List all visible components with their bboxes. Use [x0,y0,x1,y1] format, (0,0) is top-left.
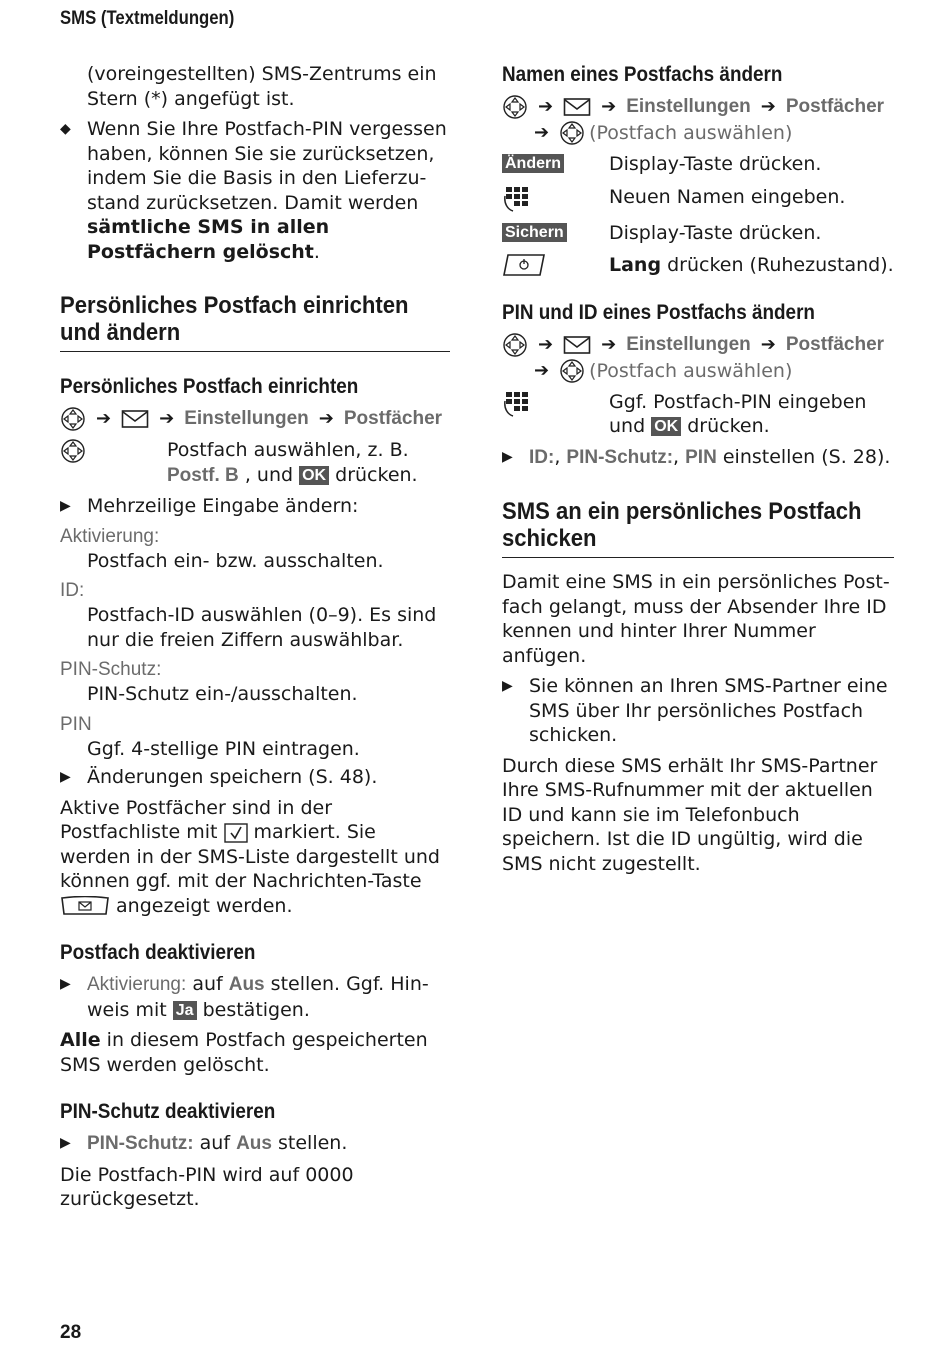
keypad-icon [502,390,532,418]
rename-step: Sichern Display-Taste drücken. [502,221,894,246]
menu-einstellungen: Einstellungen [184,408,309,429]
checkmark-box-icon [224,823,248,843]
param-desc: PIN-Schutz ein-/ausschalten. [87,683,358,705]
menu-path: ➔ ➔ Einstellungen ➔ Postfächer [60,406,450,432]
triangle-bullet-icon: ▶ [502,678,513,694]
diamond-bullet-icon: ◆ [60,121,71,137]
ok-key: OK [299,466,329,485]
nav-key-icon [60,438,86,464]
pin-reset-paragraph: Die Postfach-PIN wird auf 0000 zurückgesetzt. [60,1163,354,1210]
nav-key-icon [559,120,585,146]
param-desc: Postfach ein- bzw. ausschalten. [87,549,384,572]
diamond-bullet-pin: ◆ Wenn Sie Ihre Postfach-PIN vergessen haben, können Sie sie zurücksetzen, indem Sie die Basis in den Lieferzustand zurücksetzen. Damit werden sämtliche SMS in allen Postfächern gelöscht. [60,118,447,263]
param-name: PIN [60,713,92,735]
envelope-icon [563,97,591,117]
nav-key-icon [559,358,585,384]
right-column [502,62,894,876]
keypad-icon [502,185,532,213]
menu-postfaecher: Postfächer [785,333,885,355]
menu-path-select: ➔ (Postfach auswählen) [534,122,793,144]
active-mailboxes-paragraph: Aktive Postfächer sind in der Postfachliste mit markiert. Sie werden in der SMS-Liste dargestellt und können ggf. mit der Nachrichten-Taste angezeigt werden. [60,796,440,917]
menu-path: ➔ ➔ Einstellungen ➔ Postfächer [502,94,894,120]
triangle-bullet-icon: ▶ [60,498,71,514]
running-header: SMS (Textmeldungen) [60,8,235,29]
triangle-bullet-icon: ▶ [60,1135,71,1151]
envelope-icon [121,409,149,429]
ja-key: Ja [173,1001,197,1020]
section-title: Persönliches Postfach einrichten und ändern [60,292,450,352]
nav-key-icon [60,406,86,432]
section-title: SMS an ein persönliches Postfach schicken [502,498,894,558]
triangle-bullet-pin-off: ▶ PIN-Schutz: auf Aus stellen. [60,1131,450,1157]
triangle-bullet-icon: ▶ [60,769,71,785]
paragraph: Damit eine SMS in ein persönliches Postfach gelangt, muss der Absender Ihre ID kennen und hinter Ihrer Nummer anfügen. [502,571,890,667]
triangle-bullet-save: ▶ Änderungen speichern (S. 48). [60,766,378,788]
subheading-setup: Persönliches Postfach einrichten [60,375,359,398]
subheading-pin-id: PIN und ID eines Postfachs ändern [502,300,815,324]
deactivate-paragraph: Alle in diesem Postfach gespeicherten SMS werden gelöscht. [60,1029,428,1076]
menu-postfaecher: Postfächer [785,96,885,117]
select-mailbox-row: Postfach auswählen, z. B. Postf. B , und OK drücken. [60,438,450,488]
triangle-bullet-settings: ▶ ID:, PIN-Schutz:, PIN einstellen (S. 28). [502,445,894,471]
nav-key-icon [502,94,528,120]
paragraph: Durch diese SMS erhält Ihr SMS-Partner Ihre SMS-Rufnummer mit der aktuellen ID und kann sie im Telefonbuch speichern. Ist die ID ungültig, wird die SMS nicht zugestellt. [502,754,878,875]
aendern-key: Ändern [502,154,564,173]
left-column [60,62,450,1212]
rename-step: Ändern Display-Taste drücken. [502,152,894,177]
subheading-rename: Namen eines Postfachs ändern [502,63,783,86]
param-desc: Postfach-ID auswählen (0–9). Es sind nur die freien Ziffern auswählbar. [87,604,437,651]
rename-step: Neuen Namen eingeben. [502,185,894,213]
param-name: ID: [60,580,85,601]
end-call-key-icon [502,253,546,277]
menu-einstellungen: Einstellungen [626,96,751,117]
pin-entry-row: Ggf. Postfach-PIN eingeben und OK drücken. [502,390,894,439]
subheading-deactivate: Postfach deaktivieren [60,941,256,964]
menu-path-select: ➔ (Postfach auswählen) [534,359,793,382]
param-name: Aktivierung: [60,525,160,547]
triangle-bullet-deactivate: ▶ Aktivierung: auf Aus stellen. Ggf. Hinweis mit Ja bestätigen. [60,973,429,1021]
paragraph-continued: (voreingestellten) SMS-Zentrums ein Stern (*) angefügt ist. [87,63,437,110]
menu-postfaecher: Postfächer [343,408,443,429]
ok-key: OK [651,417,681,436]
page-number: 28 [60,1322,82,1343]
nav-key-icon [502,332,528,358]
triangle-bullet-multiline: ▶ Mehrzeilige Eingabe ändern: [60,495,359,517]
subheading-pin-deactivate: PIN-Schutz deaktivieren [60,1100,276,1123]
sichern-key: Sichern [502,223,567,242]
message-key-icon [60,896,110,916]
envelope-icon [563,335,591,355]
triangle-bullet-icon: ▶ [60,976,71,992]
menu-einstellungen: Einstellungen [626,333,751,355]
menu-path: ➔ ➔ Einstellungen ➔ Postfächer [502,332,894,358]
triangle-bullet-icon: ▶ [502,448,513,465]
triangle-bullet-send: ▶ Sie können an Ihren SMS-Partner eine SMS über Ihr persönliches Postfach schicken. [502,675,888,746]
param-name: PIN-Schutz: [60,659,162,680]
rename-step: Lang drücken (Ruhezustand). [502,253,894,278]
param-desc: Ggf. 4-stellige PIN eintragen. [87,737,360,760]
